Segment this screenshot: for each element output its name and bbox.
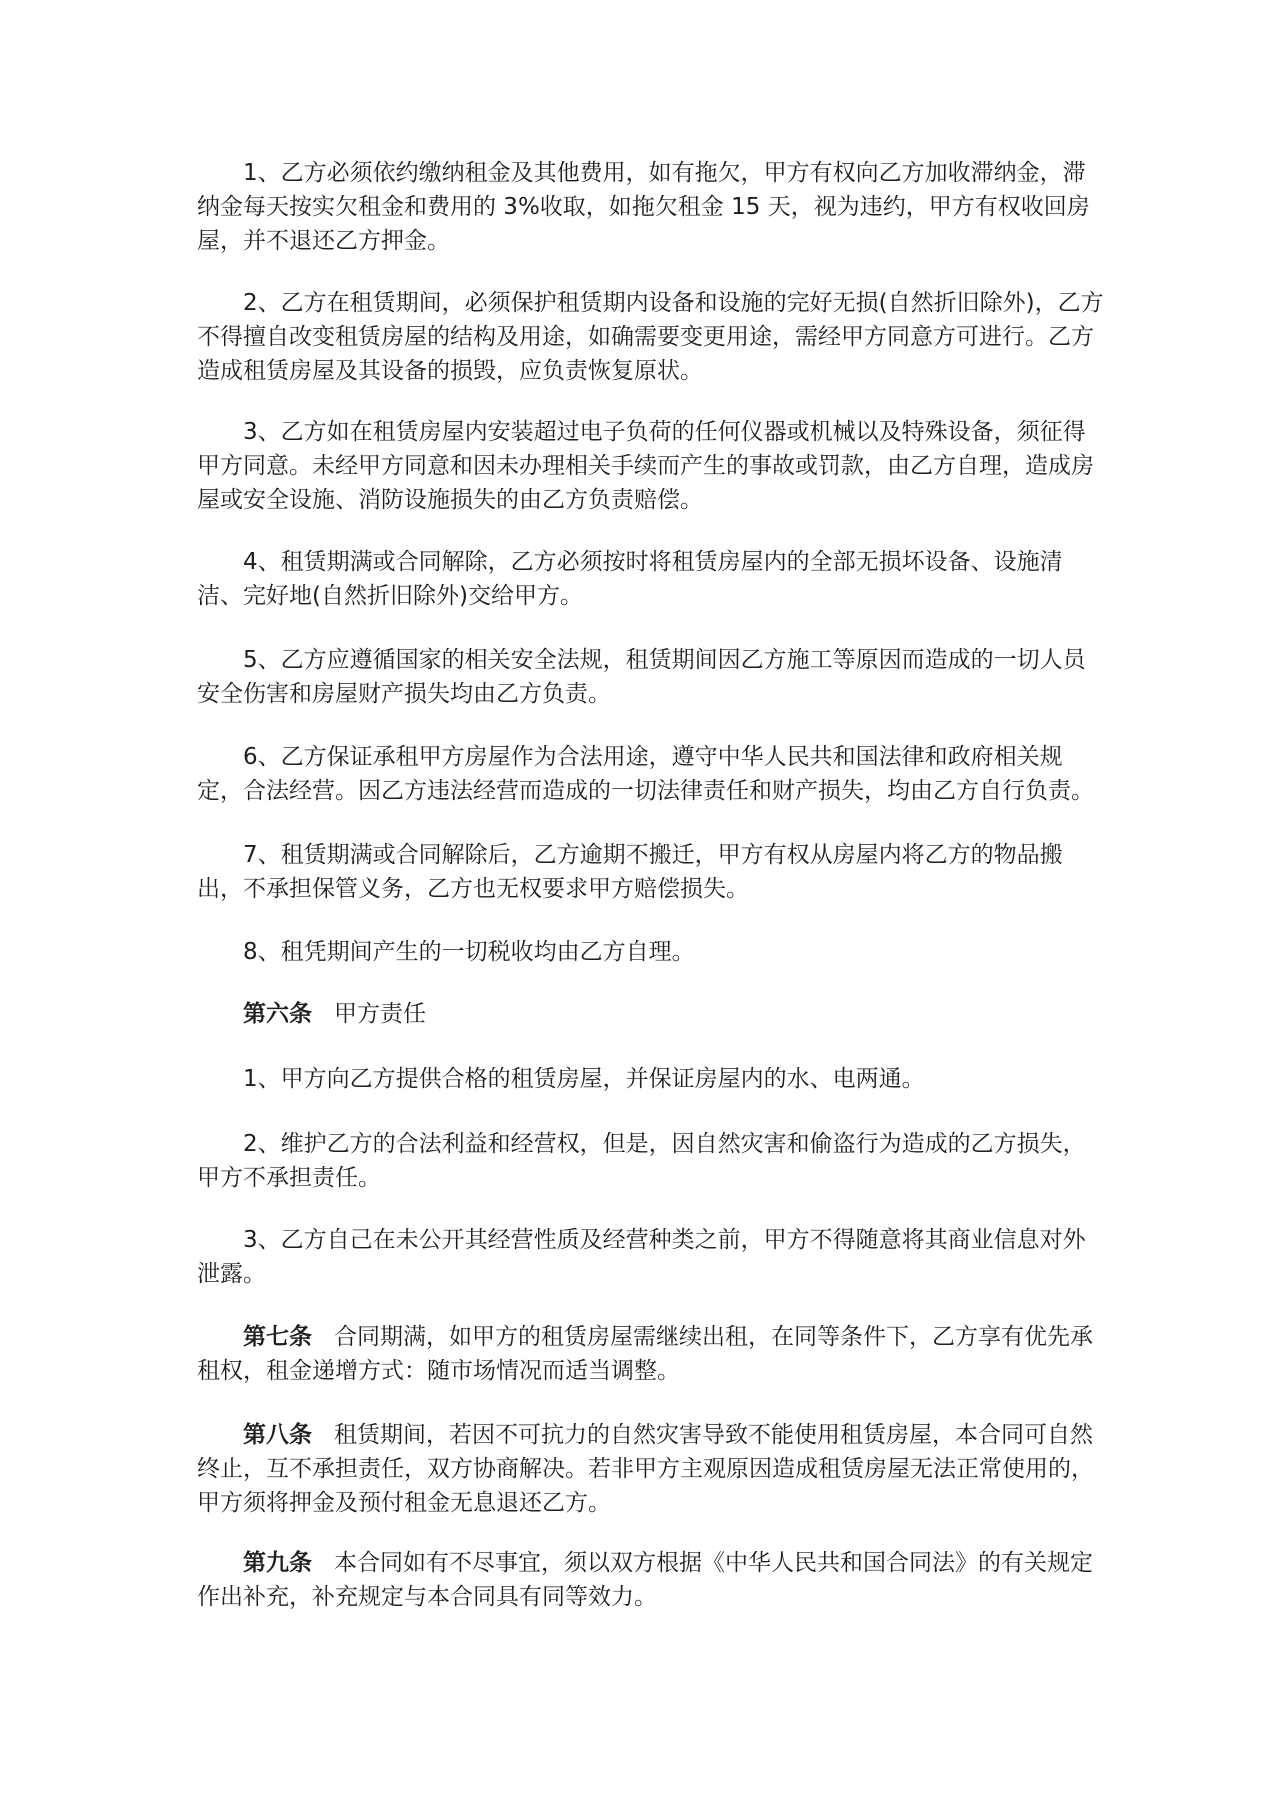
line-text: 洁、完好地(自然折旧除外)交给甲方。 bbox=[197, 583, 583, 609]
line-text: 合同期满，如甲方的租赁房屋需继续出租，在同等条件下，乙方享有优先承 bbox=[334, 1324, 1093, 1350]
article-heading: 第六条 bbox=[243, 1001, 312, 1027]
text-line bbox=[197, 643, 1087, 677]
line-text: 1、乙方必须依约缴纳租金及其他费用，如有拖欠，甲方有权向乙方加收滞纳金，滞 bbox=[243, 160, 1086, 186]
text-line bbox=[197, 1320, 1093, 1354]
clause-paragraph bbox=[197, 1127, 1087, 1195]
text-line bbox=[197, 1580, 1087, 1614]
text-line bbox=[197, 156, 1087, 190]
line-text: 安全伤害和房屋财产损失均由乙方负责。 bbox=[197, 681, 611, 707]
line-text: 纳金每天按实欠租金和费用的 3%收取，如拖欠租金 15 天，视为违约，甲方有权收回房 bbox=[197, 194, 1090, 220]
line-text: 2、乙方在租赁期间，必须保护租赁期内设备和设施的完好无损(自然折旧除外)，乙方 bbox=[243, 290, 1104, 316]
line-text: 屋或安全设施、消防设施损失的由乙方负责赔偿。 bbox=[197, 487, 703, 513]
text-line bbox=[197, 1486, 1087, 1520]
line-text: 造成租赁房屋及其设备的损毁，应负责恢复原状。 bbox=[197, 358, 703, 384]
line-text: 终止，互不承担责任，双方协商解决。若非甲方主观原因造成租赁房屋无法正常使用的， bbox=[197, 1456, 1094, 1482]
line-text: 5、乙方应遵循国家的相关安全法规，租赁期间因乙方施工等原因而造成的一切人员 bbox=[243, 647, 1086, 673]
line-text: 租权，租金递增方式：随市场情况而适当调整。 bbox=[197, 1358, 680, 1384]
line-text: 出，不承担保管义务，乙方也无权要求甲方赔偿损失。 bbox=[197, 876, 749, 902]
line-text: 甲方责任 bbox=[334, 1001, 426, 1027]
line-text: 8、租凭期间产生的一切税收均由乙方自理。 bbox=[243, 939, 695, 965]
clause-paragraph bbox=[197, 740, 1094, 808]
article-heading: 第九条 bbox=[243, 1550, 312, 1576]
line-text: 甲方同意。未经甲方同意和因未办理相关手续而产生的事故或罚款，由乙方自理，造成房 bbox=[197, 453, 1094, 479]
text-line bbox=[197, 483, 1087, 517]
line-text: 7、租赁期满或合同解除后，乙方逾期不搬迁，甲方有权从房屋内将乙方的物品搬 bbox=[243, 842, 1063, 868]
line-text: 甲方不承担责任。 bbox=[197, 1165, 381, 1191]
text-line bbox=[197, 320, 1094, 354]
line-text: 租赁期间，若因不可抗力的自然灾害导致不能使用租赁房屋，本合同可自然 bbox=[334, 1422, 1093, 1448]
line-text: 作出补充，补充规定与本合同具有同等效力。 bbox=[197, 1584, 657, 1610]
line-text: 本合同如有不尽事宜，须以双方根据《中华人民共和国合同法》的有关规定 bbox=[334, 1550, 1093, 1576]
text-line bbox=[197, 1546, 1093, 1580]
text-line bbox=[197, 997, 1087, 1031]
article-paragraph bbox=[197, 997, 1087, 1031]
text-line bbox=[197, 415, 1087, 449]
clause-paragraph bbox=[197, 643, 1087, 711]
clause-paragraph bbox=[197, 1223, 1087, 1291]
line-text: 1、甲方向乙方提供合格的租赁房屋，并保证房屋内的水、电两通。 bbox=[243, 1066, 925, 1092]
article-heading: 第七条 bbox=[243, 1324, 312, 1350]
text-line bbox=[197, 1161, 1087, 1195]
line-text: 定，合法经营。因乙方违法经营而造成的一切法律责任和财产损失，均由乙方自行负责。 bbox=[197, 778, 1094, 804]
text-line bbox=[197, 1062, 1087, 1096]
line-text: 4、租赁期满或合同解除，乙方必须按时将租赁房屋内的全部无损坏设备、设施清 bbox=[243, 549, 1063, 575]
line-text: 甲方须将押金及预付租金无息退还乙方。 bbox=[197, 1490, 611, 1516]
text-line bbox=[197, 935, 1087, 969]
clause-paragraph bbox=[197, 838, 1087, 906]
text-line bbox=[197, 740, 1087, 774]
text-line bbox=[197, 1127, 1087, 1161]
line-text: 屋，并不退还乙方押金。 bbox=[197, 228, 450, 254]
clause-paragraph bbox=[197, 935, 1087, 969]
article-paragraph bbox=[197, 1320, 1093, 1388]
clause-paragraph bbox=[197, 415, 1094, 517]
text-line bbox=[197, 1418, 1093, 1452]
text-line bbox=[197, 677, 1087, 711]
text-line bbox=[197, 545, 1087, 579]
text-line bbox=[197, 1452, 1094, 1486]
text-line bbox=[197, 1257, 1087, 1291]
line-text: 6、乙方保证承租甲方房屋作为合法用途，遵守中华人民共和国法律和政府相关规 bbox=[243, 744, 1063, 770]
article-paragraph bbox=[197, 1418, 1094, 1520]
clause-paragraph bbox=[197, 545, 1087, 613]
text-line bbox=[197, 449, 1094, 483]
line-text: 泄露。 bbox=[197, 1261, 266, 1287]
clause-paragraph bbox=[197, 156, 1090, 258]
text-line bbox=[197, 286, 1104, 320]
text-line bbox=[197, 579, 1087, 613]
article-paragraph bbox=[197, 1546, 1093, 1614]
text-line bbox=[197, 1223, 1087, 1257]
text-line bbox=[197, 190, 1090, 224]
text-line bbox=[197, 354, 1087, 388]
article-heading: 第八条 bbox=[243, 1422, 312, 1448]
text-line bbox=[197, 838, 1087, 872]
clause-paragraph bbox=[197, 286, 1104, 388]
line-text: 3、乙方如在租赁房屋内安装超过电子负荷的任何仪器或机械以及特殊设备，须征得 bbox=[243, 419, 1086, 445]
line-text: 3、乙方自己在未公开其经营性质及经营种类之前，甲方不得随意将其商业信息对外 bbox=[243, 1227, 1086, 1253]
clause-paragraph bbox=[197, 1062, 1087, 1096]
text-line bbox=[197, 224, 1087, 258]
line-text: 不得擅自改变租赁房屋的结构及用途，如确需要变更用途，需经甲方同意方可进行。乙方 bbox=[197, 324, 1094, 350]
text-line bbox=[197, 1354, 1087, 1388]
text-line bbox=[197, 872, 1087, 906]
text-line bbox=[197, 774, 1094, 808]
line-text: 2、维护乙方的合法利益和经营权，但是，因自然灾害和偷盗行为造成的乙方损失， bbox=[243, 1131, 1086, 1157]
